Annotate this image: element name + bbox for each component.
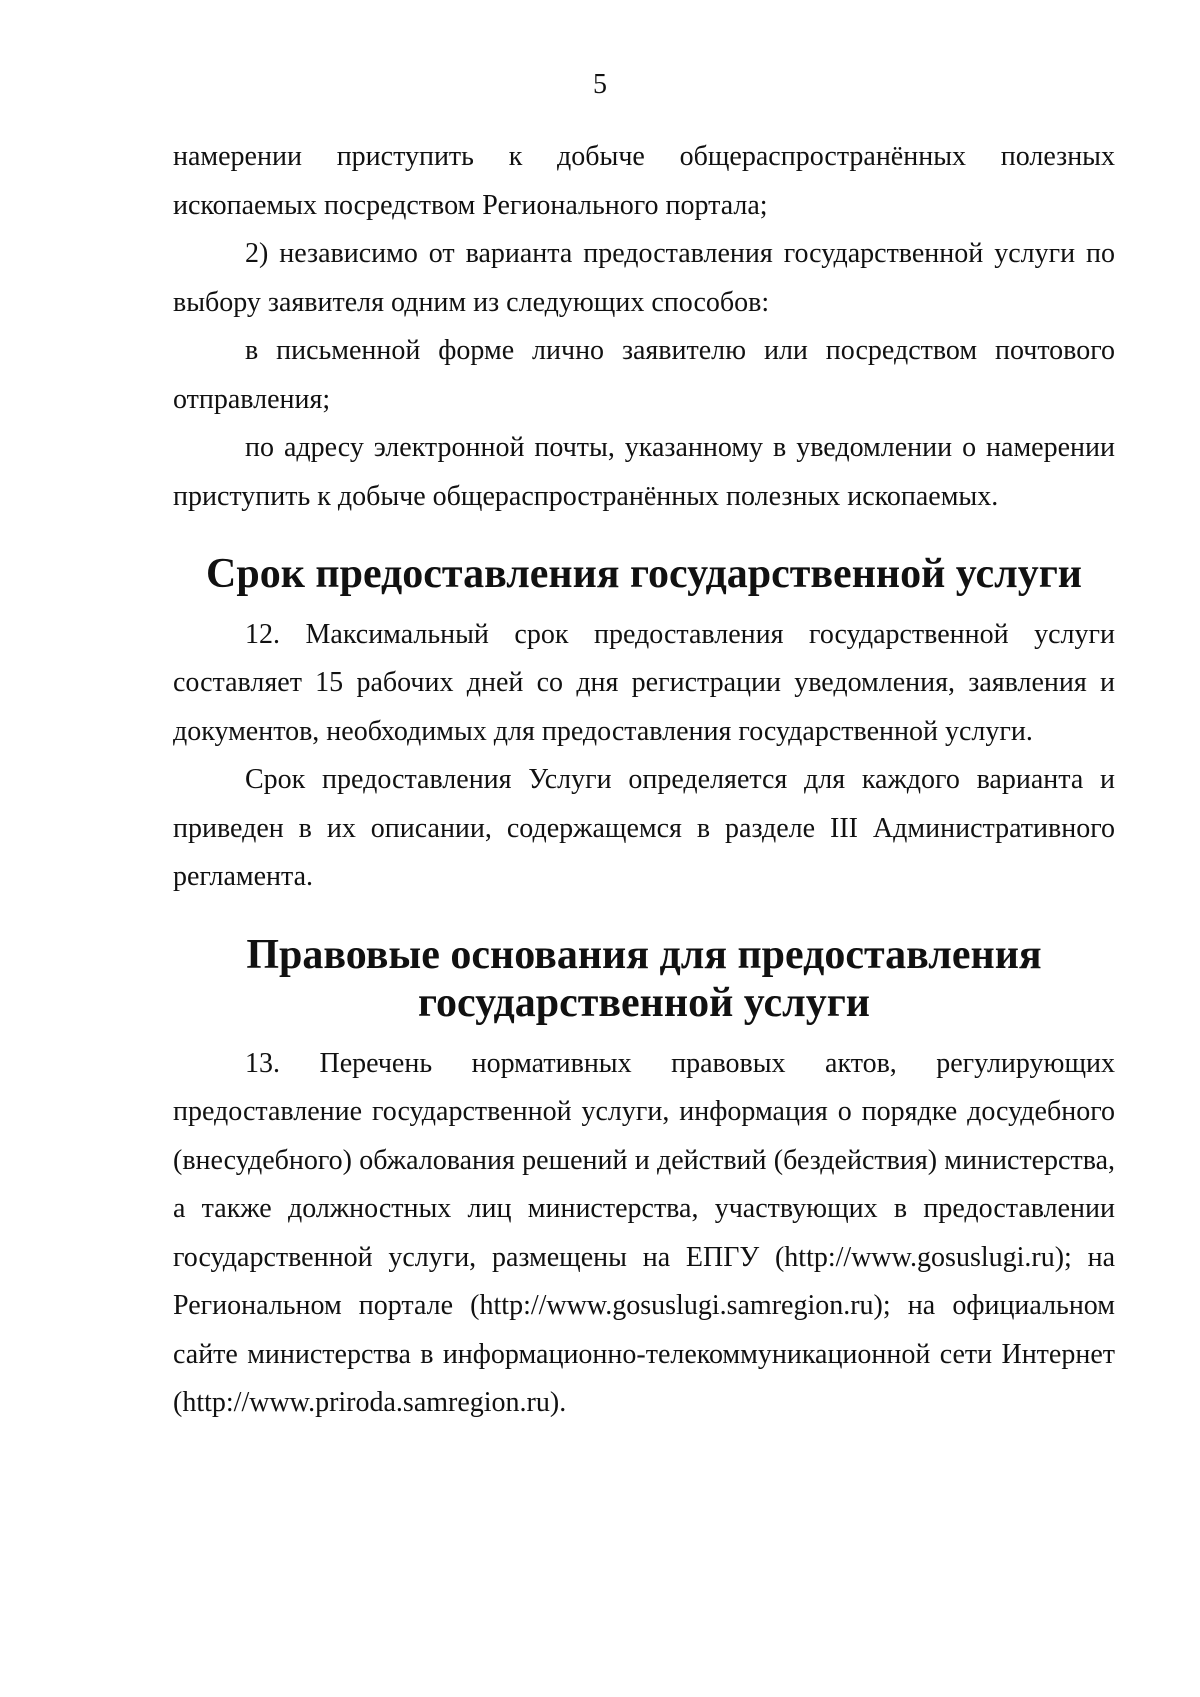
page-number: 5	[593, 69, 607, 100]
paragraph-written-form: в письменной форме лично заявителю или посредством почтового отправления;	[173, 335, 1115, 415]
paragraph-continuation: намерении приступить к добыче общераспространённых полезных ископаемых посредством Регионального портала;	[173, 141, 1115, 221]
paragraph-12: 12. Максимальный срок предоставления государственной услуги составляет 15 рабочих дней со дня регистрации уведомления, заявления и документов, необходимых для предоставления государственной услуги.	[173, 618, 1115, 747]
page-content	[173, 133, 1115, 1428]
paragraph-term-variants: Срок предоставления Услуги определяется для каждого варианта и приведен в их описании, содержащемся в разделе III Административного регламента.	[173, 764, 1115, 892]
paragraph-email: по адресу электронной почты, указанному в уведомлении о намерении приступить к добыче общераспространённых полезных ископаемых.	[173, 432, 1115, 512]
paragraph-13: 13. Перечень нормативных правовых актов, регулирующих предоставление государственной услуги, информация о порядке досудебного (внесудебного) обжалования решений и действий (бездействия) министерства, а также должностных лиц министерства, участвующих в предоставлении государственной услуги, размещены на ЕПГУ (http://www.gosuslugi.ru); на Региональном портале (http://www.gosuslugi.samregion.ru); на официальном сайте министерства в информационно-телекоммуникационной сети Интернет (http://www.priroda.samregion.ru).	[173, 1047, 1115, 1418]
section-heading-term: Срок предоставления государственной услуги	[206, 551, 1082, 597]
section-heading-legal: Правовые основания для предоставления государственной услуги	[246, 931, 1042, 1026]
paragraph-item-2: 2) независимо от варианта предоставления государственной услуги по выбору заявителя одним из следующих способов:	[173, 238, 1115, 318]
